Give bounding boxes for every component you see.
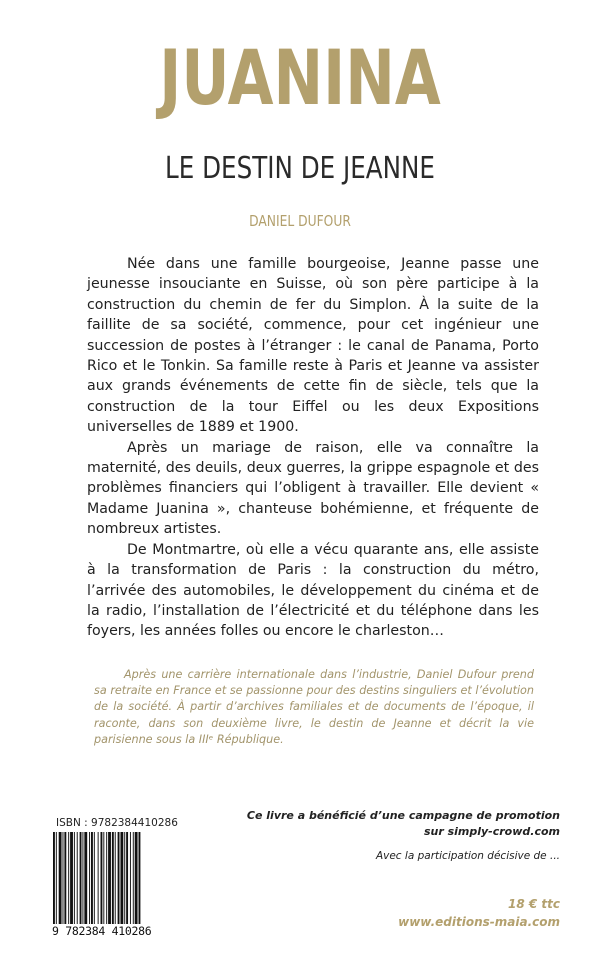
barcode-bar	[59, 832, 62, 924]
summary-paragraph: Après un mariage de raison, elle va connaître la maternité, des deuils, deux guerres, la grippe espagnole et des problèmes financiers qui l’obligent à travailler. Elle devient « Madame Juanina », chanteuse bohémienne, et fréquente de nombreux artistes.	[87, 439, 539, 538]
barcode-bar	[56, 832, 57, 924]
barcode-bar	[133, 832, 134, 924]
barcode-bar	[63, 832, 64, 924]
barcode-bar	[124, 832, 125, 924]
barcode-bar	[77, 832, 78, 924]
barcode-bar	[126, 832, 128, 924]
author-name: DANIEL DUFOUR	[249, 212, 351, 230]
promotion-line: Ce livre a bénéficié d’une campagne de promotion	[246, 809, 560, 822]
price-label: 18 € ttc	[508, 897, 560, 911]
barcode-bar	[91, 832, 93, 924]
barcode-bar	[103, 832, 104, 924]
barcode-bar	[82, 832, 83, 924]
barcode-bar	[106, 832, 107, 924]
barcode-bar	[84, 832, 87, 924]
barcode-bar	[135, 832, 138, 924]
barcode-bar	[108, 832, 111, 924]
barcode-bar	[70, 832, 73, 924]
book-subtitle: LE DESTIN DE JEANNE	[165, 151, 435, 186]
summary-paragraph: De Montmartre, où elle a vécu quarante ans, elle assiste à la transformation de Paris : la construction du métro, l’arrivée des automobiles, le développement du cinéma et de la radio, l’installation de l’électricité et du téléphone dans les foyers, les années folles ou encore le charleston…	[87, 541, 539, 640]
barcode-bar	[53, 832, 55, 924]
barcode-bar	[118, 832, 120, 924]
barcode-bar	[115, 832, 116, 924]
promotion-line: sur simply-crowd.com	[423, 825, 560, 838]
barcode-bar	[94, 832, 95, 924]
barcode-bar	[98, 832, 99, 924]
barcode-digits: 9 782384 410286	[52, 924, 152, 938]
barcode-bar	[120, 832, 123, 924]
barcode-bar	[130, 832, 131, 924]
barcode-bar	[80, 832, 82, 924]
barcode-bar	[112, 832, 114, 924]
publisher-website: www.editions-maia.com	[398, 915, 560, 929]
summary-text	[87, 254, 539, 642]
author-bio: Après une carrière internationale dans l’industrie, Daniel Dufour prend sa retraite en France et se passionne pour des destins singuliers et l’évolution de la société. À partir d’archives familiales et de documents de l’époque, il raconte, dans son deuxième livre, le destin de Jeanne et décrit la vie parisienne sous la IIIᵉ République.	[94, 668, 534, 746]
isbn-label: ISBN : 9782384410286	[56, 817, 178, 829]
summary-paragraph: Née dans une famille bourgeoise, Jeanne passe une jeunesse insouciante en Suisse, où son père participe à la construction du chemin de fer du Simplon. À la suite de la faillite de sa société, commence, pour cet ingénieur une succession de postes à l’étranger : le canal de Panama, Porto Rico et le Tonkin. Sa famille reste à Paris et Jeanne va assister aux grands événements de cette fin de siècle, tels que la construction de la tour Eiffel ou les deux Expositions universelles de 1889 et 1900.	[87, 256, 539, 436]
book-title: JUANINA	[159, 33, 441, 122]
barcode-bar	[101, 832, 103, 924]
barcode-bar	[68, 832, 69, 924]
participation-note: Avec la participation décisive de ...	[375, 850, 560, 862]
barcode-bar	[89, 832, 90, 924]
barcode-bar	[64, 832, 66, 924]
barcode-bar	[74, 832, 75, 924]
promotion-note	[240, 808, 560, 840]
barcode-image	[52, 832, 166, 924]
barcode-bar	[139, 832, 141, 924]
